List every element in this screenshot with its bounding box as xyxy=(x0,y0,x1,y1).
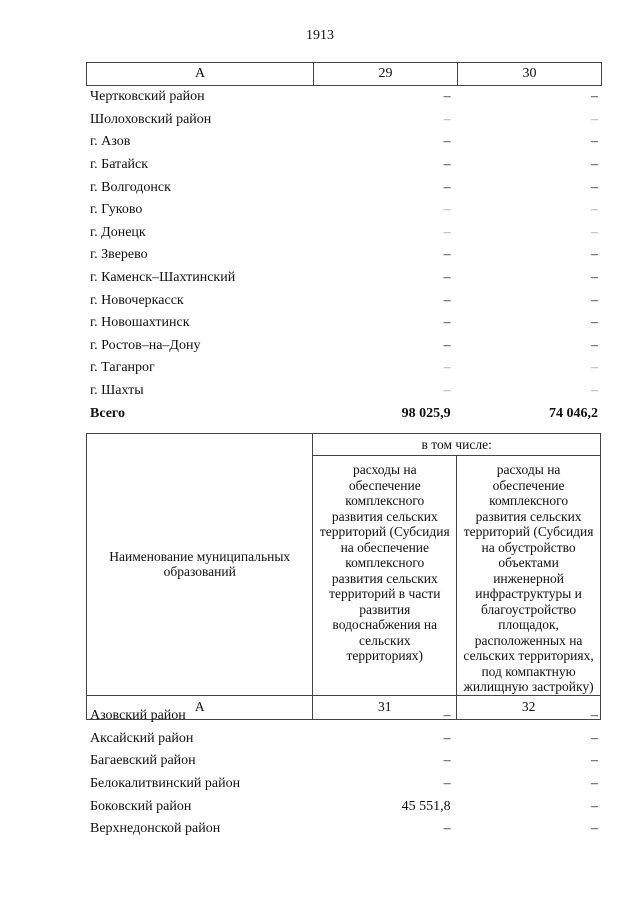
col-31-description: расходы на обеспечение комплексного развития сельских территорий (Субсидия на обеспечение комплексного развития сельских территорий в части развития водоснабжения на сельских территориях) xyxy=(313,456,457,696)
row-value-31: – xyxy=(443,821,451,837)
row-value-31: 45 551,8 xyxy=(401,798,451,814)
row-name: Чертковский район xyxy=(90,89,205,105)
row-value-29: – xyxy=(443,89,451,105)
row-name: г. Донецк xyxy=(90,224,146,240)
row-name: г. Таганрог xyxy=(90,360,155,376)
row-value-32: – xyxy=(591,798,598,814)
total-row xyxy=(88,402,600,425)
row-value-32: – xyxy=(591,776,598,792)
number-col-a: А xyxy=(87,695,313,719)
table-row xyxy=(88,244,600,267)
row-value-30: – xyxy=(591,270,598,286)
row-name: г. Шахты xyxy=(90,383,144,399)
header-col-a: А xyxy=(86,63,313,85)
row-value-30: – xyxy=(591,202,598,218)
table-row xyxy=(88,818,600,841)
row-value-32: – xyxy=(591,821,598,837)
row-value-30: – xyxy=(591,337,598,353)
row-value-30: – xyxy=(591,315,598,331)
row-value-31: – xyxy=(443,730,451,746)
municipality-column-header: Наименование муниципальных образований xyxy=(87,434,313,696)
table-row xyxy=(88,109,600,132)
row-value-30: – xyxy=(591,360,598,376)
table-row xyxy=(88,357,600,380)
total-value-29: 98 025,9 xyxy=(401,405,451,421)
row-name: Шолоховский район xyxy=(90,111,212,127)
table-row xyxy=(88,335,600,358)
table-row xyxy=(88,380,600,403)
row-value-32: – xyxy=(591,708,598,724)
row-name: Багаевский район xyxy=(90,753,196,769)
row-name: Боковский район xyxy=(90,798,192,814)
row-value-29: – xyxy=(443,247,451,263)
table-row xyxy=(88,131,600,154)
table-row xyxy=(88,267,600,290)
including-header: в том числе: xyxy=(313,434,601,456)
row-value-29: – xyxy=(443,270,451,286)
row-name: г. Волгодонск xyxy=(90,179,171,195)
table1-header xyxy=(86,62,602,86)
row-name: г. Ростов–на–Дону xyxy=(90,337,201,353)
page-number: 1913 xyxy=(306,28,334,43)
table-row xyxy=(88,705,600,728)
col-32-description: расходы на обеспечение комплексного развития сельских территорий (Субсидия на обустройство объектами инженерной инфраструктуры и благоустройство площадок, расположенных на сельских территориях, под компактную жилищную застройку) xyxy=(457,456,601,696)
row-name: г. Гуково xyxy=(90,202,143,218)
row-value-30: – xyxy=(591,89,598,105)
table-row xyxy=(88,199,600,222)
row-value-29: – xyxy=(443,179,451,195)
row-name: г. Каменск–Шахтинский xyxy=(90,270,236,286)
row-value-29: – xyxy=(443,315,451,331)
number-col-31: 31 xyxy=(313,695,457,719)
table-row xyxy=(88,222,600,245)
row-name: Азовский район xyxy=(90,708,186,724)
header-col-30: 30 xyxy=(457,63,602,85)
row-value-30: – xyxy=(591,224,598,240)
row-value-31: – xyxy=(443,708,451,724)
row-value-31: – xyxy=(443,776,451,792)
row-value-30: – xyxy=(591,179,598,195)
row-value-30: – xyxy=(591,292,598,308)
row-name: Верхнедонской район xyxy=(90,821,221,837)
row-value-30: – xyxy=(591,134,598,150)
table-row xyxy=(88,86,600,109)
row-value-31: – xyxy=(443,753,451,769)
total-label: Всего xyxy=(90,405,125,421)
table1-body xyxy=(88,86,600,425)
table-row xyxy=(88,312,600,335)
row-value-30: – xyxy=(591,247,598,263)
table-row xyxy=(88,750,600,773)
row-value-30: – xyxy=(591,383,598,399)
table-row xyxy=(88,728,600,751)
row-name: г. Азов xyxy=(90,134,131,150)
row-value-29: – xyxy=(443,337,451,353)
table2-body xyxy=(88,705,600,841)
row-value-30: – xyxy=(591,111,598,127)
row-value-29: – xyxy=(443,224,451,240)
row-name: г. Зверево xyxy=(90,247,148,263)
row-name: Аксайский район xyxy=(90,730,194,746)
row-value-32: – xyxy=(591,730,598,746)
row-value-29: – xyxy=(443,360,451,376)
row-value-29: – xyxy=(443,134,451,150)
row-name: г. Новошахтинск xyxy=(90,315,190,331)
row-name: Белокалитвинский район xyxy=(90,776,241,792)
row-value-29: – xyxy=(443,383,451,399)
table-row xyxy=(88,773,600,796)
row-value-29: – xyxy=(443,157,451,173)
row-value-29: – xyxy=(443,292,451,308)
row-name: г. Батайск xyxy=(90,157,149,173)
table-row xyxy=(88,289,600,312)
row-value-32: – xyxy=(591,753,598,769)
total-value-30: 74 046,2 xyxy=(549,405,598,421)
row-value-30: – xyxy=(591,157,598,173)
table-row xyxy=(88,795,600,818)
header-col-29: 29 xyxy=(313,63,457,85)
row-value-29: – xyxy=(443,202,451,218)
table2-header xyxy=(86,433,601,715)
number-col-32: 32 xyxy=(457,695,601,719)
row-value-29: – xyxy=(443,111,451,127)
table-row xyxy=(88,154,600,177)
table-row xyxy=(88,176,600,199)
row-name: г. Новочеркасск xyxy=(90,292,184,308)
